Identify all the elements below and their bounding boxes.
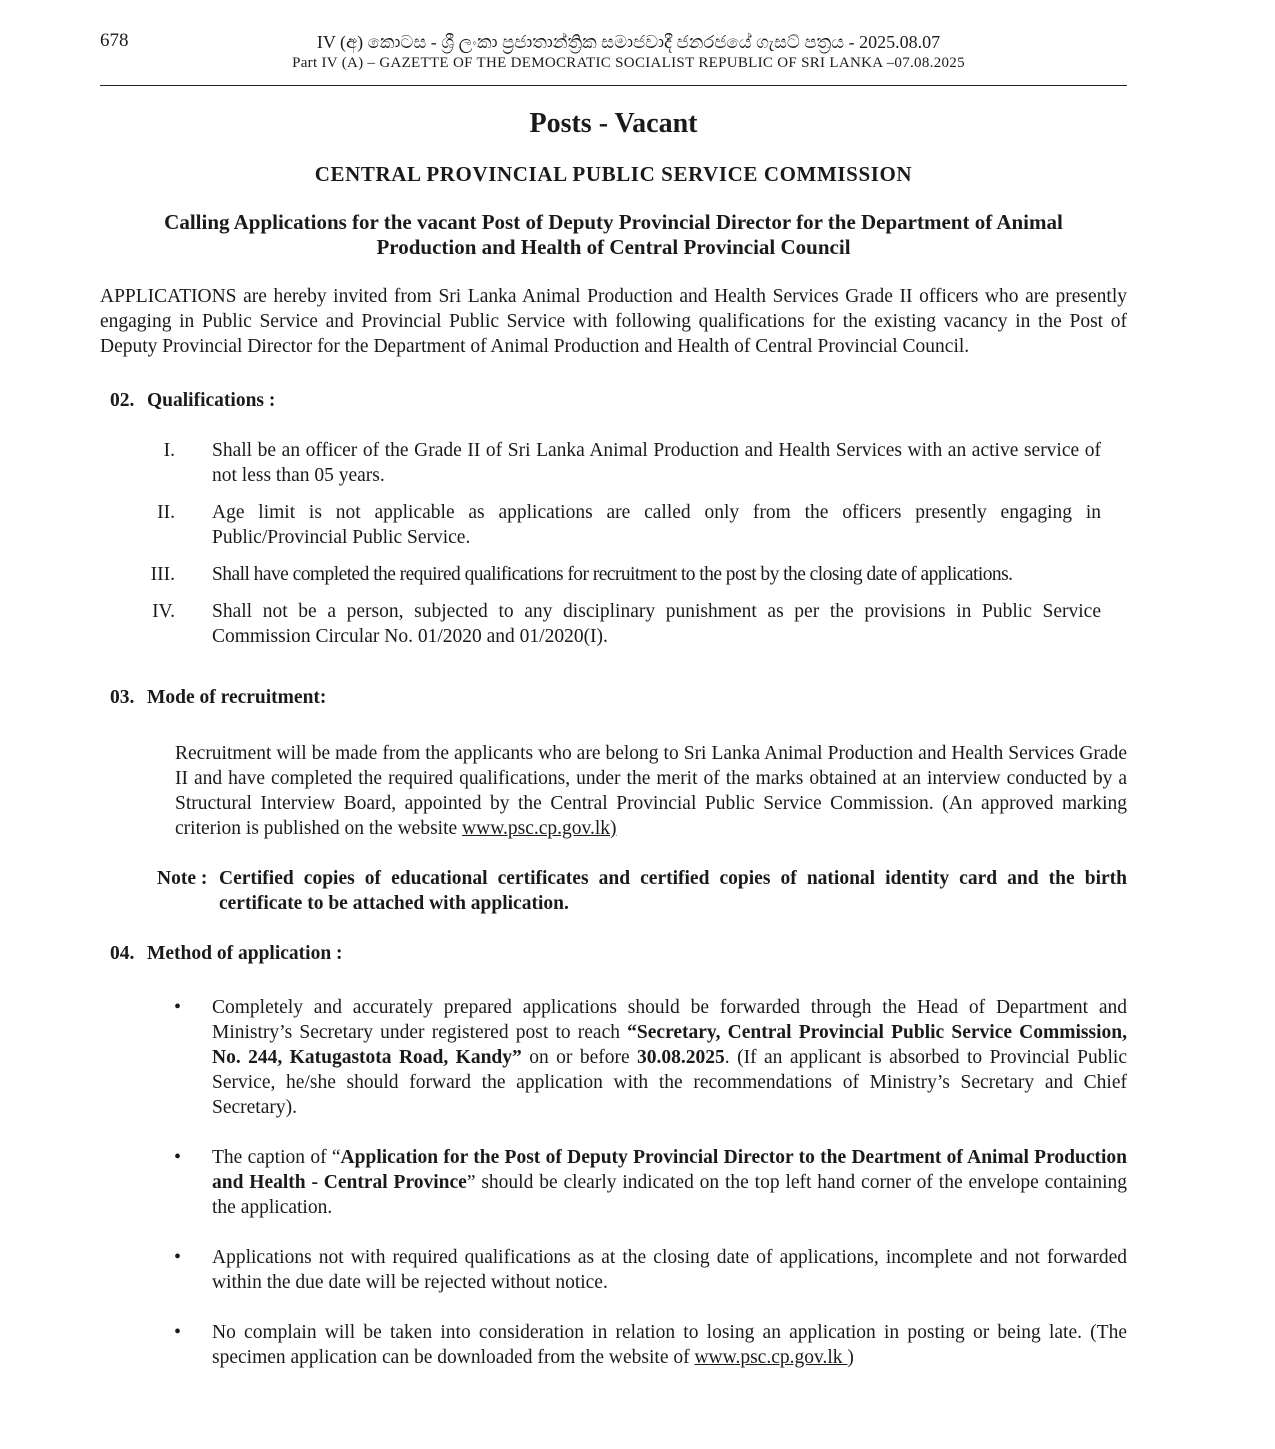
website-link[interactable]: www.psc.cp.gov.lk) bbox=[462, 818, 617, 839]
item-number: I. bbox=[163, 440, 175, 461]
item-text: Shall not be a person, subjected to any disciplinary punishment as per the provisions in Public Service Commission Circular No. 01/2020 and 01/2020(I). bbox=[212, 601, 1101, 647]
list-item bbox=[100, 1145, 1127, 1220]
header-english-line: Part IV (A) – GAZETTE OF THE DEMOCRATIC SOCIALIST REPUBLIC OF SRI LANKA –07.08.2025 bbox=[292, 55, 965, 71]
intro-paragraph: APPLICATIONS are hereby invited from Sri Lanka Animal Production and Health Services Grade II officers who are presently engaging in Public Service and Provincial Public Service with following qualifications for the existing vacancy in the Post of Deputy Provincial Director for the Department of Animal Production and Health of Central Provincial Council. bbox=[100, 286, 1127, 357]
page-number: 678 bbox=[100, 30, 129, 51]
text-run: Completely and accurately prepared applications should be forwarded through the Head of Department and Ministry’s Secretary under registered post to reach bbox=[212, 997, 1127, 1043]
qualifications-list bbox=[100, 438, 1127, 649]
mode-paragraph bbox=[175, 741, 1127, 841]
text-run: No complain will be taken into consideration in relation to losing an application in posting or being late. (The specimen application can be downloaded from the website of bbox=[212, 1322, 1127, 1368]
item-text: Age limit is not applicable as applications are called only from the officers presently engaging in Public/Provincial Public Service. bbox=[212, 502, 1101, 548]
closing-date: 30.08.2025 bbox=[637, 1047, 725, 1068]
commission-heading: CENTRAL PROVINCIAL PUBLIC SERVICE COMMISSION bbox=[314, 162, 913, 186]
item-text: Applications not with required qualifications as at the closing date of applications, incomplete and not forwarded within the due date will be rejected without notice. bbox=[212, 1247, 1127, 1293]
mode-text: Recruitment will be made from the applicants who are belong to Sri Lanka Animal Production and Health Services Grade II and have completed the required qualifications, under the merit of the marks obtained at an interview conducted by a Structural Interview Board, appointed by the Central Provincial Public Service Commission. (An approved marking criterion is published on the website bbox=[175, 743, 1127, 839]
section-number: 02. bbox=[110, 390, 135, 411]
list-item bbox=[100, 995, 1127, 1120]
section-title: Qualifications : bbox=[147, 390, 276, 411]
method-list bbox=[100, 995, 1127, 1370]
item-text bbox=[212, 1145, 1127, 1220]
text-run: . (If an applicant is absorbed to Provincial Public Service, he/she should forward the application with the recommendations of Ministry’s Secretary and Chief Secretary). bbox=[212, 1047, 1127, 1118]
qualifications-heading bbox=[110, 390, 1127, 412]
note-block bbox=[157, 866, 1127, 916]
bullet-icon bbox=[100, 995, 212, 1120]
note-text: Certified copies of educational certificates and certified copies of national identity card and the birth certificate to be attached with application. bbox=[219, 868, 1127, 914]
address-bold: “Secretary, Central Provincial Public Service Commission, No. 244, Katugastota Road, Kandy” bbox=[212, 1022, 1127, 1068]
website-link[interactable]: www.psc.cp.gov.lk bbox=[694, 1347, 848, 1368]
text-run: The caption of “ bbox=[212, 1147, 341, 1168]
list-item bbox=[100, 562, 1127, 587]
item-text bbox=[212, 995, 1127, 1120]
item-text bbox=[212, 1320, 1127, 1370]
text-run: on or before bbox=[521, 1047, 638, 1068]
item-number: IV. bbox=[152, 601, 175, 622]
section-title: Mode of recruitment: bbox=[147, 687, 327, 708]
calling-heading bbox=[100, 210, 1127, 260]
method-heading bbox=[110, 943, 1127, 965]
section-number: 03. bbox=[110, 687, 135, 708]
bullet-icon bbox=[100, 1320, 212, 1370]
calling-heading-line2: Production and Health of Central Provincial Council bbox=[376, 235, 851, 259]
item-number: III. bbox=[150, 564, 175, 585]
mode-heading bbox=[110, 687, 1127, 709]
list-item bbox=[100, 1245, 1127, 1295]
page-title: Posts - Vacant bbox=[529, 108, 698, 139]
text-run: ” should be clearly indicated on the top left hand corner of the envelope containing the application. bbox=[212, 1172, 1127, 1218]
section-number: 04. bbox=[110, 943, 135, 964]
note-label: Note : bbox=[157, 868, 208, 889]
list-item bbox=[100, 1320, 1127, 1370]
item-number: II. bbox=[157, 502, 175, 523]
text-run: ) bbox=[847, 1347, 854, 1368]
gazette-page bbox=[100, 28, 1127, 1395]
section-title: Method of application : bbox=[147, 943, 343, 964]
calling-heading-line1: Calling Applications for the vacant Post of Deputy Provincial Director for the Department of Animal bbox=[164, 210, 1063, 234]
header-divider bbox=[100, 85, 1127, 86]
bullet-icon bbox=[100, 1245, 212, 1295]
header-sinhala-line: IV (අ) කොටස - ශ්‍රී ලංකා ප්‍රජාතාන්ත්‍රික සමාජවාදී ජනරජයේ ගැසට් පත්‍රය - 2025.08.07 bbox=[316, 32, 941, 52]
item-text: Shall be an officer of the Grade II of Sri Lanka Animal Production and Health Services with an active service of not less than 05 years. bbox=[212, 440, 1101, 486]
bullet-icon bbox=[100, 1145, 212, 1220]
list-item bbox=[100, 438, 1127, 488]
page-header bbox=[100, 28, 1127, 88]
list-item bbox=[100, 599, 1127, 649]
caption-bold: Application for the Post of Deputy Provincial Director to the Deartment of Animal Production and Health - Central Province bbox=[212, 1147, 1127, 1193]
item-text: Shall have completed the required qualifications for recruitment to the post by the closing date of applications. bbox=[212, 564, 1013, 585]
list-item bbox=[100, 500, 1127, 550]
